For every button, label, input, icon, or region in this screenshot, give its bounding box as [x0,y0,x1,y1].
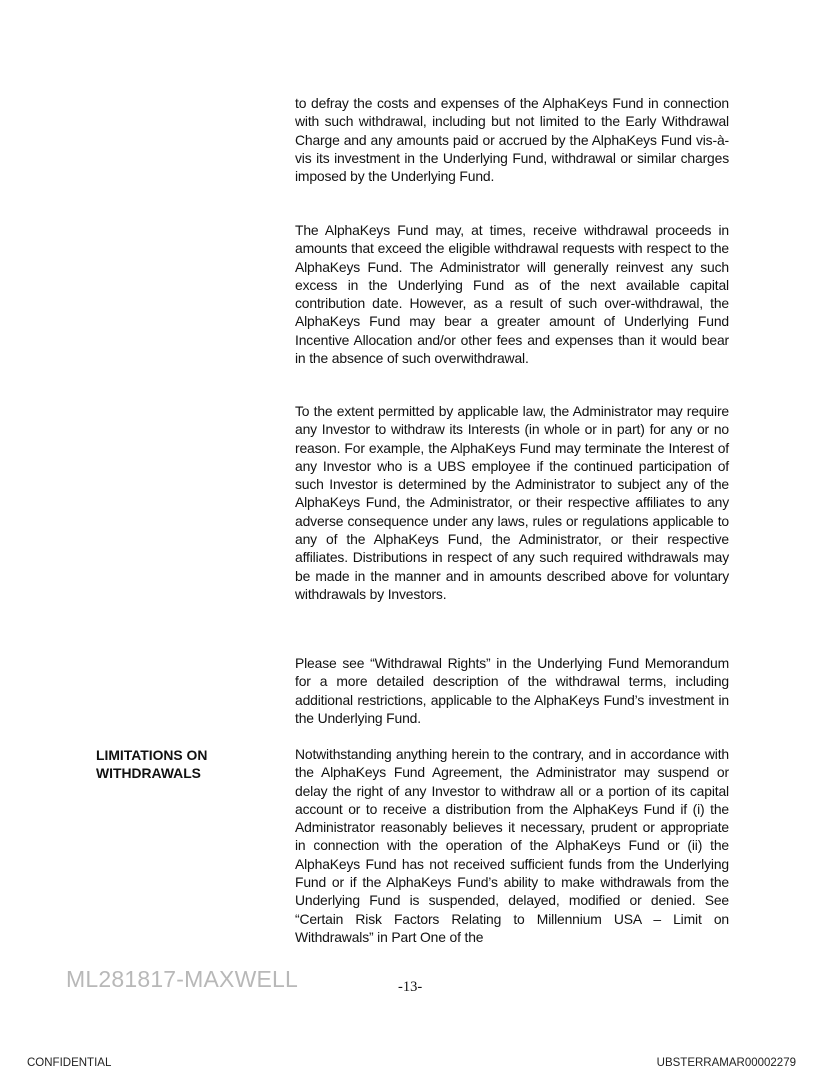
section-heading-line-1: LIMITATIONS ON [96,747,208,763]
paragraph-withdrawal-rights-reference: Please see “Withdrawal Rights” in the Underlying Fund Memorandum for a more detailed description of the withdrawal terms, including additional restrictions, applicable to the AlphaKeys Fund’s investment in the Underlying Fund. [295,655,729,726]
control-number: UBSTERRAMAR00002279 [656,1057,796,1069]
paragraph-withdrawal-costs: to defray the costs and expenses of the AlphaKeys Fund in connection with such withdrawal, including but not limited to the Early Withdrawal Charge and any amounts paid or accrued by the AlphaKeys Fund vis-à-vis its investment in the Underlying Fund, withdrawal or similar charges imposed by the Underlying Fund. [295,95,729,185]
paragraph-over-withdrawal: The AlphaKeys Fund may, at times, receive withdrawal proceeds in amounts that exceed the eligible withdrawal requests with respect to the AlphaKeys Fund. The Administrator will generally reinvest any such excess in the Underlying Fund as of the next available capital contribution date. However, as a result of such over-withdrawal, the AlphaKeys Fund may bear a greater amount of Underlying Fund Incentive Allocation and/or other fees and expenses than it would bear in the absence of such overwithdrawal. [295,222,729,367]
page-number: -13- [398,979,423,995]
confidential-label: CONFIDENTIAL [27,1057,112,1069]
paragraph-limitations-on-withdrawals: Notwithstanding anything herein to the contrary, and in accordance with the AlphaKeys Fund Agreement, the Administrator may suspend or delay the right of any Investor to withdraw all or a portion of its capital account or to receive a distribution from the AlphaKeys Fund if (i) the Administrator reasonably believes it necessary, prudent or appropriate in connection with the operation of the AlphaKeys Fund or (ii) the AlphaKeys Fund has not received sufficient funds from the Underlying Fund or if the AlphaKeys Fund’s ability to make withdrawals from the Underlying Fund is suspended, delayed, modified or denied. See “Certain Risk Factors Relating to Millennium USA – Limit on Withdrawals” in Part One of the [295,746,729,945]
paragraph-required-withdrawal: To the extent permitted by applicable law, the Administrator may require any Investor to withdraw its Interests (in whole or in part) for any or no reason. For example, the AlphaKeys Fund may terminate the Interest of any Investor who is a UBS employee if the continued participation of such Investor is determined by the Administrator to subject any of the AlphaKeys Fund, the Administrator, or their respective affiliates to any adverse consequence under any laws, rules or regulations applicable to any of the AlphaKeys Fund, the Administrator, or their respective affiliates. Distributions in respect of any such required withdrawals may be made in the manner and in amounts described above for voluntary withdrawals by Investors. [295,403,729,602]
section-heading-line-2: WITHDRAWALS [96,765,201,782]
section-heading-limitations-on-withdrawals [96,746,256,783]
bates-stamp: ML281817-MAXWELL [66,966,299,992]
